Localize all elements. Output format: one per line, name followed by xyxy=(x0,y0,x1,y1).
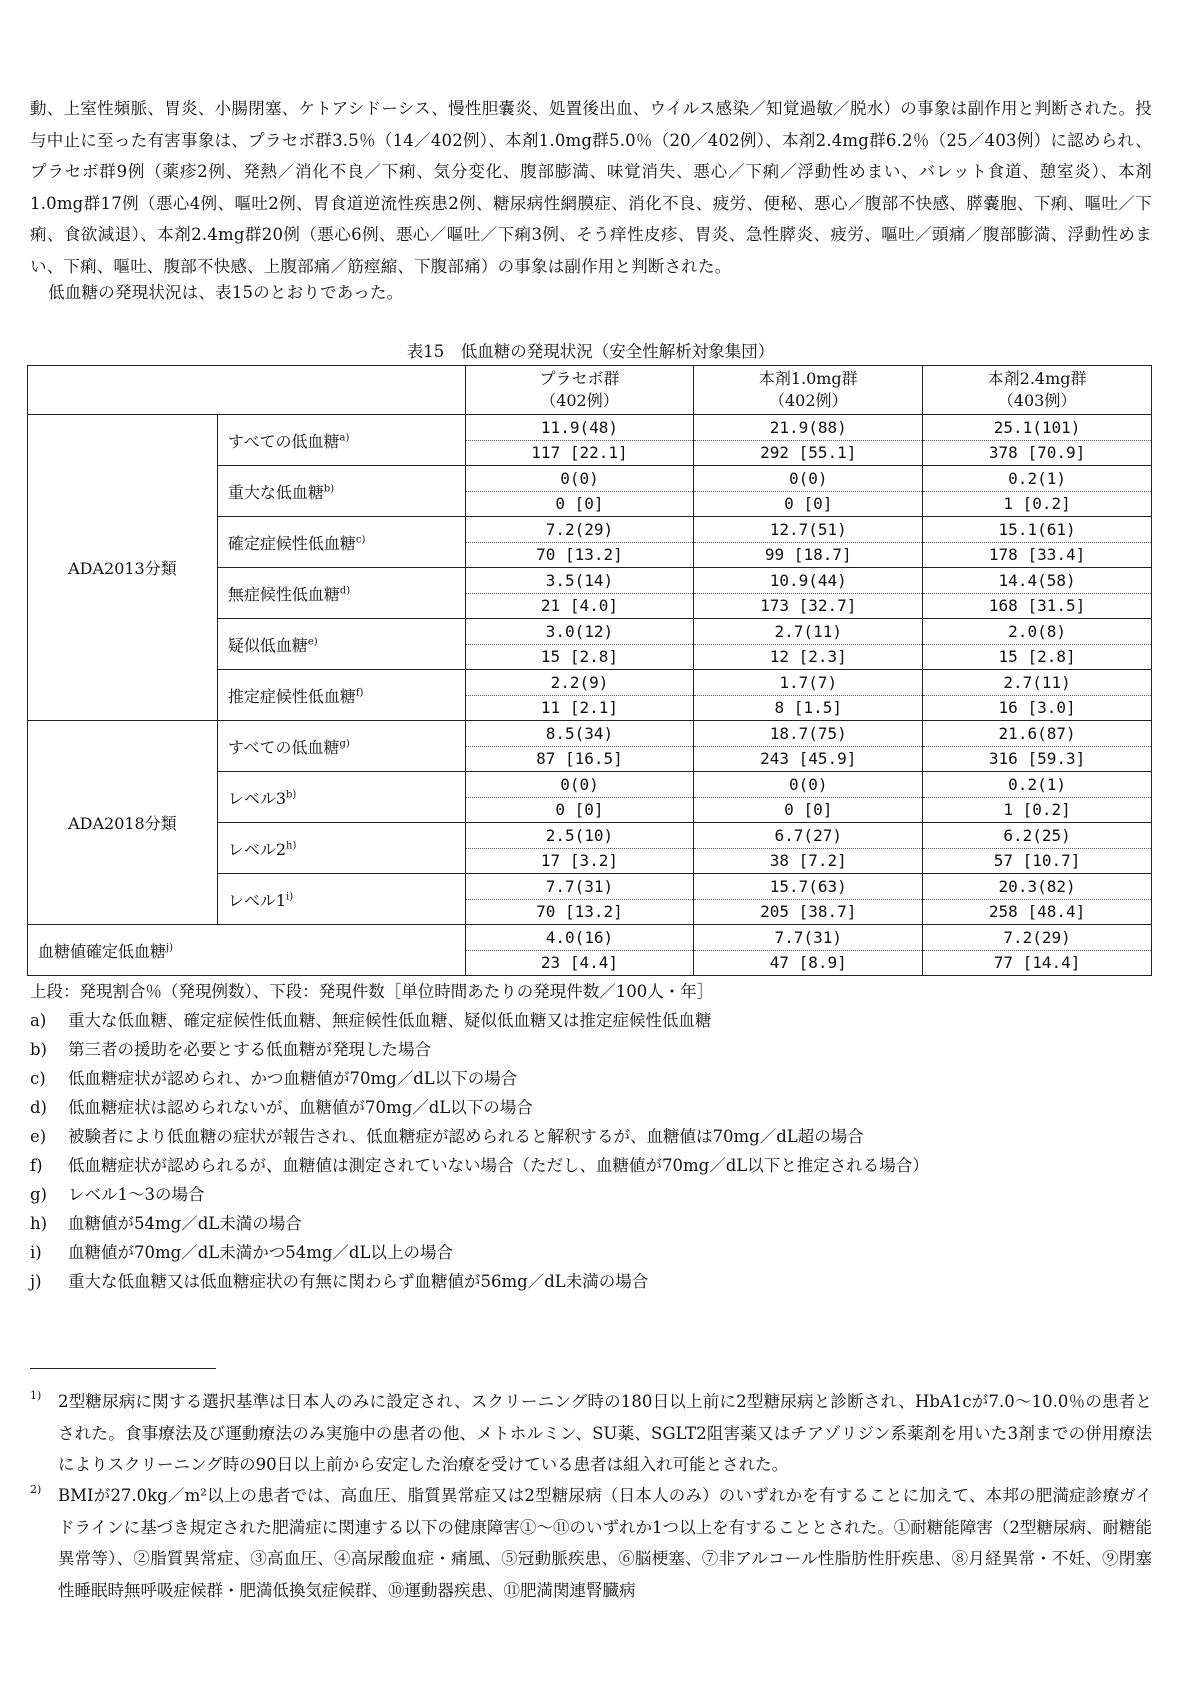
value-count: 70 [13.2] xyxy=(536,544,623,564)
row-footnote-mark: h) xyxy=(286,840,297,852)
value-count: 12 [2.3] xyxy=(769,646,847,666)
footnote-item xyxy=(30,1035,1152,1064)
footnote-text: 血糖値が70mg／dL未満かつ54mg／dL以上の場合 xyxy=(68,1243,453,1262)
value-count: 16 [3.0] xyxy=(998,697,1076,717)
value-percent: 7.2(29) xyxy=(466,518,694,543)
row-footnote-mark: f) xyxy=(355,687,364,699)
value-cell xyxy=(923,670,1152,721)
footnote-list xyxy=(30,1006,1152,1296)
value-cell xyxy=(694,670,923,721)
value-count: 21 [4.0] xyxy=(540,595,618,615)
footnote-legend: 上段：発現割合％（発現例数）、下段：発現件数［単位時間あたりの発現件数／100人・年］ xyxy=(30,982,714,1001)
row-label: 推定症候性低血糖 xyxy=(227,686,356,706)
footnote-key: j) xyxy=(30,1272,42,1291)
value-percent: 15.1(61) xyxy=(923,518,1151,543)
value-cell xyxy=(465,772,694,823)
row-footnote-mark: g) xyxy=(339,738,350,750)
value-percent: 2.5(10) xyxy=(466,824,694,849)
value-percent: 7.2(29) xyxy=(923,926,1151,951)
value-cell xyxy=(694,568,923,619)
footnote-key: g) xyxy=(30,1185,47,1204)
value-cell xyxy=(694,415,923,466)
value-cell xyxy=(694,466,923,517)
value-cell xyxy=(923,466,1152,517)
value-cell xyxy=(694,823,923,874)
row-label-cell xyxy=(28,925,466,976)
footnote-key: i) xyxy=(30,1243,42,1262)
row-label: レベル1 xyxy=(227,890,287,910)
reference-separator xyxy=(30,1368,216,1369)
value-count: 17 [3.2] xyxy=(540,850,618,870)
footnote-text: 重大な低血糖又は低血糖症状の有無に関わらず血糖値が56mg／dL未満の場合 xyxy=(68,1272,649,1291)
column-name: 本剤1.0mg群 xyxy=(758,369,858,388)
row-footnote-mark: i) xyxy=(286,891,294,903)
row-footnote-mark: b) xyxy=(323,483,335,495)
footnote-item xyxy=(30,1093,1152,1122)
value-percent: 2.2(9) xyxy=(466,671,694,696)
value-cell xyxy=(923,415,1152,466)
value-cell xyxy=(694,772,923,823)
column-n: （402例） xyxy=(768,391,848,410)
reference-2 xyxy=(30,1480,1152,1606)
value-count: 1 [0.2] xyxy=(1003,799,1071,819)
value-cell xyxy=(923,772,1152,823)
value-percent: 6.2(25) xyxy=(923,824,1151,849)
row-label: 疑似低血糖 xyxy=(227,635,308,655)
value-cell xyxy=(694,874,923,925)
row-label-cell xyxy=(217,415,465,466)
value-count: 0 [0] xyxy=(784,799,833,819)
footnote-item xyxy=(30,1267,1152,1296)
body-paragraph-1: 動、上室性頻脈、胃炎、小腸閉塞、ケトアシドーシス、慢性胆嚢炎、処置後出血、ウイルス感染／知覚過敏／脱水）の事象は副作用と判断された。投与中止に至った有害事象は、プラセボ群3.5％（14／402例）、本剤1.0mg群5.0％（20／402例）、本剤2.4mg群6.2％（25／403例）に認められ、プラセボ群9例（薬疹2例、発熱／消化不良／下痢、気分変化、腹部膨満、味覚消失、悪心／下痢／浮動性めまい、バレット食道、憩室炎）、本剤1.0mg群17例（悪心4例、嘔吐2例、胃食道逆流性疾患2例、糖尿病性網膜症、消化不良、疲労、便秘、悪心／腹部不快感、膵嚢胞、下痢、嘔吐／下痢、食欲減退）、本剤2.4mg群20例（悪心6例、悪心／嘔吐／下痢3例、そう痒性皮疹、胃炎、急性膵炎、疲労、嘔吐／頭痛／腹部膨満、浮動性めまい、下痢、嘔吐、腹部不快感、上腹部痛／筋痙縮、下腹部痛）の事象は副作用と判断された。 xyxy=(30,99,1152,276)
hypoglycemia-table xyxy=(27,365,1152,976)
value-percent: 6.7(27) xyxy=(694,824,922,849)
value-cell xyxy=(923,925,1152,976)
value-count: 168 [31.5] xyxy=(988,595,1086,615)
row-label-cell xyxy=(217,823,465,874)
header-dose-1mg xyxy=(694,366,923,415)
value-cell xyxy=(694,721,923,772)
footnote-key: f) xyxy=(30,1156,43,1175)
reference-1 xyxy=(30,1386,1152,1481)
value-percent: 0.2(1) xyxy=(923,773,1151,798)
value-cell xyxy=(694,517,923,568)
group-label: ADA2018分類 xyxy=(28,721,218,925)
footnote-item xyxy=(30,1180,1152,1209)
value-cell xyxy=(923,823,1152,874)
column-name: 本剤2.4mg群 xyxy=(987,369,1087,388)
footnote-item xyxy=(30,1064,1152,1093)
row-footnote-mark: a) xyxy=(339,432,350,444)
value-count: 243 [45.9] xyxy=(760,748,857,768)
row-label: 無症候性低血糖 xyxy=(227,584,340,604)
value-count: 38 [7.2] xyxy=(769,850,847,870)
group-label: ADA2013分類 xyxy=(28,415,218,721)
value-count: 0 [0] xyxy=(555,493,604,513)
value-count: 87 [16.5] xyxy=(536,748,623,768)
value-percent: 0(0) xyxy=(466,467,694,492)
reference-number: 2) xyxy=(30,1483,42,1496)
footnote-item xyxy=(30,1151,1152,1180)
footnote-text: 低血糖症状が認められ、かつ血糖値が70mg／dL以下の場合 xyxy=(68,1069,518,1088)
value-percent: 0.2(1) xyxy=(923,467,1151,492)
value-cell xyxy=(923,874,1152,925)
table-row xyxy=(28,415,1152,466)
body-paragraph-2: 低血糖の発現状況は、表15のとおりであった。 xyxy=(48,283,404,302)
value-cell xyxy=(465,925,694,976)
value-count: 117 [22.1] xyxy=(531,442,628,462)
value-count: 57 [10.7] xyxy=(993,850,1081,870)
row-label-cell xyxy=(217,670,465,721)
footnote-text: 第三者の援助を必要とする低血糖が発現した場合 xyxy=(68,1040,431,1059)
footnote-item xyxy=(30,1209,1152,1238)
value-cell xyxy=(465,619,694,670)
value-cell xyxy=(465,874,694,925)
row-label: 血糖値確定低血糖 xyxy=(38,941,167,961)
reference-text: 2型糖尿病に関する選択基準は日本人のみに設定され、スクリーニング時の180日以上前に2型糖尿病と診断され、HbA1cが7.0～10.0％の患者とされた。食事療法及び運動療法のみ実施中の患者の他、メトホルミン、SU薬、SGLT2阻害薬又はチアゾリジン系薬剤を用いた3剤までの併用療法によりスクリーニング時の90日以上前から安定した治療を受けている患者は組入れ可能とされた。 xyxy=(58,1392,1152,1474)
value-cell xyxy=(465,568,694,619)
header-blank-cell xyxy=(28,366,466,415)
row-label: 重大な低血糖 xyxy=(227,482,324,502)
header-dose-2mg xyxy=(923,366,1152,415)
value-cell xyxy=(923,619,1152,670)
value-cell xyxy=(465,415,694,466)
row-label: レベル3 xyxy=(227,788,287,808)
row-footnote-mark: d) xyxy=(339,585,351,597)
value-percent: 2.7(11) xyxy=(694,620,922,645)
footnote-text: 重大な低血糖、確定症候性低血糖、無症候性低血糖、疑似低血糖又は推定症候性低血糖 xyxy=(68,1011,712,1030)
table-body xyxy=(28,415,1152,976)
footnote-key: h) xyxy=(30,1214,48,1233)
value-percent: 2.7(11) xyxy=(923,671,1151,696)
footnote-text: 被験者により低血糖の症状が報告され、低血糖症が認められると解釈するが、血糖値は70mg／dL超の場合 xyxy=(68,1127,864,1146)
footnote-text: レベル1～3の場合 xyxy=(68,1185,205,1204)
row-label: レベル2 xyxy=(227,839,287,859)
row-label-cell xyxy=(217,568,465,619)
row-label-cell xyxy=(217,874,465,925)
footnote-key: a) xyxy=(30,1011,47,1030)
value-cell xyxy=(465,466,694,517)
value-cell xyxy=(465,670,694,721)
row-label: 確定症候性低血糖 xyxy=(227,533,356,553)
value-count: 378 [70.9] xyxy=(988,442,1086,462)
value-percent: 0(0) xyxy=(694,773,922,798)
value-percent: 20.3(82) xyxy=(923,875,1151,900)
footnote-key: b) xyxy=(30,1040,47,1059)
value-cell xyxy=(465,823,694,874)
footnote-key: d) xyxy=(30,1098,47,1117)
footnote-text: 低血糖症状が認められるが、血糖値は測定されていない場合（ただし、血糖値が70mg／dL以下と推定される場合） xyxy=(68,1156,929,1175)
value-percent: 14.4(58) xyxy=(923,569,1151,594)
footnote-item xyxy=(30,1122,1152,1151)
value-percent: 25.1(101) xyxy=(923,416,1151,441)
row-footnote-mark: e) xyxy=(307,636,318,648)
value-count: 178 [33.4] xyxy=(988,544,1086,564)
value-cell xyxy=(923,568,1152,619)
row-label: すべての低血糖 xyxy=(227,431,340,451)
value-count: 173 [32.7] xyxy=(760,595,857,615)
value-cell xyxy=(465,517,694,568)
value-count: 15 [2.8] xyxy=(998,646,1076,666)
column-n: （402例） xyxy=(540,391,619,410)
value-percent: 3.5(14) xyxy=(466,569,694,594)
value-cell xyxy=(694,925,923,976)
value-count: 205 [38.7] xyxy=(760,901,857,921)
value-percent: 3.0(12) xyxy=(466,620,694,645)
value-count: 47 [8.9] xyxy=(769,952,847,972)
row-label-cell xyxy=(217,517,465,568)
value-count: 11 [2.1] xyxy=(540,697,618,717)
value-count: 0 [0] xyxy=(555,799,604,819)
footnote-text: 低血糖症状は認められないが、血糖値が70mg／dL以下の場合 xyxy=(68,1098,533,1117)
footnote-item xyxy=(30,1006,1152,1035)
value-count: 15 [2.8] xyxy=(540,646,618,666)
value-cell xyxy=(923,517,1152,568)
value-percent: 12.7(51) xyxy=(694,518,922,543)
value-percent: 4.0(16) xyxy=(466,926,694,951)
row-label: すべての低血糖 xyxy=(227,737,340,757)
value-count: 77 [14.4] xyxy=(993,952,1081,972)
value-percent: 11.9(48) xyxy=(466,416,694,441)
value-percent: 18.7(75) xyxy=(694,722,922,747)
value-percent: 0(0) xyxy=(466,773,694,798)
value-count: 23 [4.4] xyxy=(540,952,618,972)
table-caption: 表15 低血糖の発現状況（安全性解析対象集団） xyxy=(406,342,775,361)
table-row xyxy=(28,721,1152,772)
table-footnotes xyxy=(30,978,1152,1296)
value-percent: 15.7(63) xyxy=(694,875,922,900)
value-cell xyxy=(923,721,1152,772)
reference-number: 1) xyxy=(30,1389,42,1402)
value-percent: 10.9(44) xyxy=(694,569,922,594)
table-row xyxy=(28,925,1152,976)
value-percent: 1.7(7) xyxy=(694,671,922,696)
value-percent: 7.7(31) xyxy=(466,875,694,900)
value-count: 1 [0.2] xyxy=(1003,493,1071,513)
column-name: プラセボ群 xyxy=(539,369,620,388)
value-count: 8 [1.5] xyxy=(774,697,842,717)
value-count: 258 [48.4] xyxy=(988,901,1086,921)
footnote-key: c) xyxy=(30,1069,46,1088)
row-footnote-mark: j) xyxy=(166,942,174,954)
value-percent: 21.6(87) xyxy=(923,722,1151,747)
value-count: 316 [59.3] xyxy=(988,748,1086,768)
reference-text: BMIが27.0kg／m²以上の患者では、高血圧、脂質異常症又は2型糖尿病（日本人のみ）のいずれかを有することに加えて、本邦の肥満症診療ガイドラインに基づき規定された肥満症に関連する以下の健康障害①～⑪のいずれか1つ以上を有することとされた。①耐糖能障害（2型糖尿病、耐糖能異常等）、②脂質異常症、③高血圧、④高尿酸血症・痛風、⑤冠動脈疾患、⑥脳梗塞、⑦非アルコール性脂肪性肝疾患、⑧月経異常・不妊、⑨閉塞性睡眠時無呼吸症候群・肥満低換気症候群、⑩運動器疾患、⑪肥満関連腎臓病 xyxy=(58,1486,1152,1600)
row-label-cell xyxy=(217,772,465,823)
value-count: 70 [13.2] xyxy=(536,901,623,921)
row-label-cell xyxy=(217,619,465,670)
column-n: （403例） xyxy=(997,391,1077,410)
row-footnote-mark: c) xyxy=(355,534,366,546)
value-percent: 2.0(8) xyxy=(923,620,1151,645)
footnote-key: e) xyxy=(30,1127,47,1146)
value-count: 99 [18.7] xyxy=(764,544,852,564)
row-footnote-mark: b) xyxy=(286,789,297,801)
value-cell xyxy=(465,721,694,772)
row-label-cell xyxy=(217,721,465,772)
value-percent: 7.7(31) xyxy=(694,926,922,951)
header-placebo xyxy=(465,366,694,415)
value-count: 292 [55.1] xyxy=(760,442,857,462)
table-header-row xyxy=(28,366,1152,415)
value-percent: 0(0) xyxy=(694,467,922,492)
footnote-text: 血糖値が54mg／dL未満の場合 xyxy=(68,1214,302,1233)
value-percent: 21.9(88) xyxy=(694,416,922,441)
row-label-cell xyxy=(217,466,465,517)
value-count: 0 [0] xyxy=(784,493,833,513)
footnote-item xyxy=(30,1238,1152,1267)
value-percent: 8.5(34) xyxy=(466,722,694,747)
value-cell xyxy=(694,619,923,670)
